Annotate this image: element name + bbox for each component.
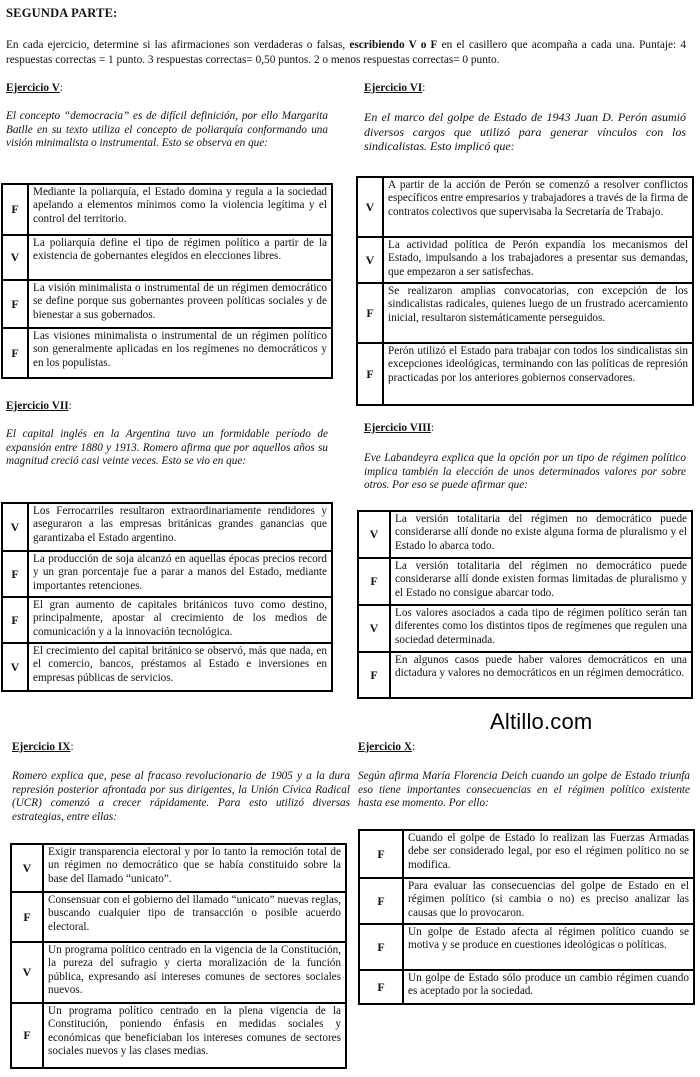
exercise-6-table — [356, 176, 694, 406]
statement-cell: Perón utilizó el Estado para trabajar con todos los sindicalistas sin excepciones ideológicas, terminando con las políticas de represión practicadas por los anteriores gobiernos conservadores. — [383, 343, 693, 405]
answer-cell: F — [357, 343, 383, 405]
statement-cell: El gran aumento de capitales británicos tuvo como destino, principalmente, apostar al crecimiento de los medios de comunicación y a la innovación tecnológica. — [28, 597, 332, 643]
statement-cell: Los valores asociados a cada tipo de régimen político serán tan diferentes como los distintos tipos de regímenes que regulen una sociedad determinada. — [390, 605, 692, 652]
exercise-5-table — [1, 183, 333, 379]
table-row — [359, 970, 694, 1004]
answer-cell: F — [2, 551, 28, 597]
site-logo: Altillo.com — [490, 709, 593, 734]
exercise-7-table — [1, 502, 333, 692]
page-title: SEGUNDA PARTE: — [6, 6, 118, 20]
table-row — [2, 328, 332, 378]
table-row — [358, 511, 692, 558]
table-row — [2, 503, 332, 551]
statement-cell: A partir de la acción de Perón se comenzó a resolver conflictos específicos entre empresarios y trabajadores a través de la firma de contratos colectivos que supervisaba la Secretaría de Trabajo. — [383, 177, 693, 237]
table-row — [357, 177, 693, 237]
answer-cell: F — [2, 184, 28, 235]
answer-cell: F — [359, 878, 403, 924]
statement-cell: Cuando el golpe de Estado lo realizan las Fuerzas Armadas debe ser considerado legal, por eso el régimen político no se modifica. — [403, 830, 694, 878]
table-row — [2, 597, 332, 643]
exercise-5-heading: Ejercicio V: — [6, 82, 63, 94]
statement-cell: La versión totalitaria del régimen no democrático puede considerarse allí donde existen formas limitadas de pluralismo y el Estado no consigue abarcar todo. — [390, 558, 692, 605]
statement-cell: Los Ferrocarriles resultaron extraordinariamente rendidores y aseguraron a las empresas británicas grandes ganancias que garantizaba el Estado argentino. — [28, 503, 332, 551]
statement-cell: Un programa político centrado en la plena vigencia de la Constitución, poniendo énfasis en medidas sociales y económicas que beneficiaban los intereses comunes de sectores sociales nuevos y las clases medias. — [43, 1003, 346, 1068]
answer-cell: F — [2, 597, 28, 643]
table-row — [11, 844, 346, 892]
statement-cell: La poliarquía define el tipo de régimen político a partir de la existencia de gobernantes elegidos en elecciones libres. — [28, 235, 332, 280]
answer-cell: F — [2, 280, 28, 328]
exercise-9-table — [10, 843, 347, 1069]
statement-cell: La actividad política de Perón expandía los mecanismos del Estado, impulsando a los trabajadores a presentar sus demandas, que empezaron a ser satisfechas. — [383, 237, 693, 283]
answer-cell: V — [2, 503, 28, 551]
exercise-8-table — [357, 510, 693, 699]
exercise-7-intro: El capital inglés en la Argentina tuvo un formidable período de expansión entre 1880 y 1913. Romero afirma que por aquellos años su magnitud creció casi veinte veces. Esto se vio en que: — [6, 428, 328, 468]
table-row — [357, 343, 693, 405]
instructions — [6, 38, 686, 68]
statement-cell: Un golpe de Estado sólo produce un cambio régimen cuando es aceptado por la sociedad. — [403, 970, 694, 1004]
answer-cell: F — [11, 1003, 43, 1068]
table-row — [358, 652, 692, 698]
exercise-9-intro: Romero explica que, pese al fracaso revolucionario de 1905 y a la dura represión posterior afrontada por sus dirigentes, la Unión Cívica Radical (UCR) comenzó a crecer rápidamente. Para esto utilizó diversas estrategias, entre ellas: — [12, 770, 350, 823]
table-row — [359, 830, 694, 878]
table-row — [357, 283, 693, 343]
statement-cell: Se realizaron amplias convocatorias, con excepción de los sindicalistas radicales, quienes luego de un frustrado acercamiento inicial, resultaron sistemáticamente perseguidos. — [383, 283, 693, 343]
table-row — [2, 551, 332, 597]
statement-cell: Mediante la poliarquía, el Estado domina y regula a la sociedad apelando a elementos mínimos como la violencia legítima y el control del territorio. — [28, 184, 332, 235]
statement-cell: Consensuar con el gobierno del llamado “unicato” nuevas reglas, buscando cualquier tipo de transacción o posible acuerdo electoral. — [43, 892, 346, 942]
table-row — [359, 924, 694, 970]
answer-cell: F — [2, 328, 28, 378]
table-row — [357, 237, 693, 283]
table-row — [11, 942, 346, 1003]
table-row — [358, 605, 692, 652]
exercise-8-intro: Eve Labandeyra explica que la opción por un tipo de régimen político implica también la elección de unos determinados valores por sobre otros. Por eso se puede afirmar que: — [364, 452, 686, 492]
answer-cell: V — [358, 511, 390, 558]
statement-cell: La producción de soja alcanzó en aquellas épocas precios record y un gran porcentaje fue a parar a manos del Estado, mediante importantes retenciones. — [28, 551, 332, 597]
answer-cell: F — [358, 652, 390, 698]
exercise-8-heading: Ejercicio VIII: — [364, 422, 435, 434]
statement-cell: Para evaluar las consecuencias del golpe de Estado en el régimen político (si cambia o no) es preciso analizar las causas que lo provocaron. — [403, 878, 694, 924]
answer-cell: V — [2, 235, 28, 280]
exercise-10-intro: Según afirma María Florencia Deich cuando un golpe de Estado triunfa eso tiene importantes consecuencias en el régimen político existente hasta ese momento. Por ello: — [358, 770, 690, 810]
answer-cell: V — [357, 177, 383, 237]
statement-cell: Un golpe de Estado afecta al régimen político cuando se motiva y se produce en cuestiones ideológicas o políticas. — [403, 924, 694, 970]
exercise-5-intro: El concepto “democracia” es de difícil definición, por ello Margarita Batlle en su texto utiliza el concepto de poliarquía conformando una visión minimalista o instrumental. Esto se observa en que: — [6, 110, 328, 150]
statement-cell: En algunos casos puede haber valores democráticos en una dictadura y valores no democráticos en un régimen democrático. — [390, 652, 692, 698]
answer-cell: F — [359, 924, 403, 970]
table-row — [2, 235, 332, 280]
answer-cell: F — [357, 283, 383, 343]
answer-cell: F — [359, 970, 403, 1004]
answer-cell: F — [358, 558, 390, 605]
answer-cell: F — [11, 892, 43, 942]
statement-cell: La visión minimalista o instrumental de un régimen democrático se define porque sus gobernantes proveen políticas sociales y de bienestar a sus gobernados. — [28, 280, 332, 328]
table-row — [2, 643, 332, 691]
exercise-7-heading: Ejercicio VII: — [6, 400, 72, 412]
table-row — [358, 558, 692, 605]
statement-cell: Las visiones minimalista o instrumental de un régimen político son generalmente aplicadas en los regímenes no democráticos y en los populistas. — [28, 328, 332, 378]
exercise-10-table — [358, 829, 695, 1005]
exercise-10-heading: Ejercicio X: — [358, 741, 416, 753]
table-row — [11, 892, 346, 942]
table-row — [2, 184, 332, 235]
exercise-6-heading: Ejercicio VI: — [364, 82, 426, 94]
answer-cell: V — [358, 605, 390, 652]
instructions-text-a: En cada ejercicio, determine si las afirmaciones son verdaderas o falsas, — [6, 39, 350, 51]
table-row — [11, 1003, 346, 1068]
answer-cell: V — [11, 844, 43, 892]
statement-cell: El crecimiento del capital británico se observó, más que nada, en el comercio, bancos, préstamos al Estado e inversiones en empresas públicas de servicios. — [28, 643, 332, 691]
statement-cell: La versión totalitaria del régimen no democrático puede considerarse allí donde no existe alguna forma de pluralismo y el Estado lo abarca todo. — [390, 511, 692, 558]
statement-cell: Un programa político centrado en la vigencia de la Constitución, la pureza del sufragio y cierta moralización de la función pública, expresando así intereses comunes de sectores sociales nuevos. — [43, 942, 346, 1003]
answer-cell: F — [359, 830, 403, 878]
answer-cell: V — [11, 942, 43, 1003]
table-row — [359, 878, 694, 924]
statement-cell: Exigir transparencia electoral y por lo tanto la remoción total de un régimen no democrático que se había constituido sobre la base del llamado “unicato”. — [43, 844, 346, 892]
answer-cell: V — [2, 643, 28, 691]
table-row — [2, 280, 332, 328]
exercise-6-intro: En el marco del golpe de Estado de 1943 Juan D. Perón asumió diversos cargos que utilizó para generar vínculos con los sindicalistas. Esto implicó que: — [364, 110, 686, 154]
exercise-9-heading: Ejercicio IX: — [12, 741, 74, 753]
instructions-text-b: escribiendo V o F — [349, 39, 438, 51]
answer-cell: V — [357, 237, 383, 283]
instructions-text-c: en el casillero que acompaña a cada una. Puntaje: 4 respuestas correctas = 1 punto. 3 respuestas correctas= 0,50 puntos. 2 o menos respuestas correctas= 0 punto. — [6, 39, 687, 66]
